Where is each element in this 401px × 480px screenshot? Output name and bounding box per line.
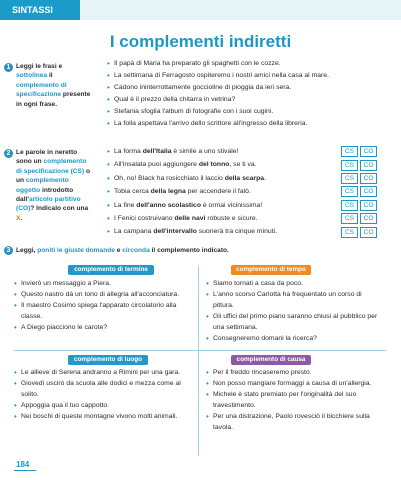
list-item[interactable]: • Il papà di Maria ha preparato gli spaghetti con le cozze. bbox=[107, 58, 329, 70]
list-item[interactable]: • Invierò un messaggio a Piera. bbox=[14, 279, 190, 290]
exercise-2-list bbox=[107, 145, 389, 239]
page-number: 184 bbox=[16, 460, 30, 469]
exercise-2-instruction: Le parole in neretto sono un complemento di specificazione (CS) o un complemento oggetto introdotto dall'articolo partitivo (CO)? Indicalo con una X. bbox=[16, 149, 91, 222]
co-checkbox[interactable]: CO bbox=[360, 200, 377, 211]
exercise-3-instruction: Leggi, poniti le giuste domande e circonda il complemento indicato. bbox=[16, 247, 229, 254]
cs-checkbox[interactable]: CS bbox=[341, 227, 358, 238]
list-item[interactable]: • Michele è stato premiato per l'originalità del suo travestimento. bbox=[206, 390, 382, 412]
label-complemento-tempo: complemento di tempo bbox=[231, 265, 311, 275]
list-item: • La fine dell'anno scolastico è ormai vicinissima! CS CO bbox=[107, 199, 389, 212]
cs-checkbox[interactable]: CS bbox=[341, 200, 358, 211]
label-complemento-causa: complemento di causa bbox=[231, 355, 311, 365]
list-item[interactable]: • Consegneremo domani la ricerca? bbox=[206, 334, 382, 345]
co-checkbox[interactable]: CO bbox=[360, 186, 377, 197]
list-item[interactable]: • La settimana di Ferragosto ospiteremo i nostri amici nella casa al mare. bbox=[107, 70, 329, 82]
box-luogo-list bbox=[14, 368, 190, 423]
co-checkbox[interactable]: CO bbox=[360, 213, 377, 224]
list-item[interactable]: • Per una distrazione, Paolo rovesciò il bicchiere sulla tavola. bbox=[206, 412, 382, 434]
list-item: • Tobia cerca della legna per accendere il falò. CS CO bbox=[107, 185, 389, 198]
cs-checkbox[interactable]: CS bbox=[341, 213, 358, 224]
column-divider bbox=[198, 266, 199, 456]
list-item: • All'insalata puoi aggiungere del tonno, se ti va. CS CO bbox=[107, 158, 389, 171]
list-item[interactable]: • A Diego piacciono le carote? bbox=[14, 323, 190, 334]
list-item[interactable]: • Siamo tornati a casa da poco. bbox=[206, 279, 382, 290]
cs-checkbox[interactable]: CS bbox=[341, 160, 358, 171]
box-causa-list bbox=[206, 368, 382, 433]
list-item[interactable]: • Le allieve di Serena andranno a Rimini per una gara. bbox=[14, 368, 190, 379]
exercise-number-2: 2 bbox=[4, 149, 13, 158]
list-item[interactable]: • Qual è il prezzo della chitarra in vetrina? bbox=[107, 94, 329, 106]
exercise-number-3: 3 bbox=[4, 246, 13, 255]
box-tempo-list bbox=[206, 279, 382, 344]
page-title: I complementi indiretti bbox=[109, 32, 292, 51]
list-item[interactable]: • Per il freddo rincaseremo presto. bbox=[206, 368, 382, 379]
co-checkbox[interactable]: CO bbox=[360, 160, 377, 171]
list-item[interactable]: • Cadono ininterrottamente goccioline di pioggia da ieri sera. bbox=[107, 82, 329, 94]
list-item[interactable]: • Appoggia qua il tuo cappotto. bbox=[14, 401, 190, 412]
exercise-1-list bbox=[107, 58, 329, 130]
list-item[interactable]: • Non posso mangiare formaggi a causa di un'allergia. bbox=[206, 379, 382, 390]
list-item[interactable]: • Questo nastro dà un tono di allegria all'acconciatura. bbox=[14, 290, 190, 301]
list-item[interactable]: • Gli uffici del primo piano saranno chiusi al pubblico per una settimana. bbox=[206, 312, 382, 334]
co-checkbox[interactable]: CO bbox=[360, 227, 377, 238]
label-complemento-termine: complemento di termine bbox=[68, 265, 154, 275]
cs-checkbox[interactable]: CS bbox=[341, 173, 358, 184]
list-item[interactable]: • Il maestro Cosimo spiega l'apparato circolatorio alla classe. bbox=[14, 301, 190, 323]
list-item: • Oh, no! Black ha rosicchiato il laccio della scarpa. CS CO bbox=[107, 172, 389, 185]
list-item: • La campana dell'intervallo suonerà tra cinque minuti. CS CO bbox=[107, 225, 389, 238]
list-item[interactable]: • Giovedì uscirò da scuola alle dodici e mezza come al solito. bbox=[14, 379, 190, 401]
box-termine-list bbox=[14, 279, 190, 334]
cs-checkbox[interactable]: CS bbox=[341, 186, 358, 197]
row-divider bbox=[14, 350, 386, 351]
cs-checkbox[interactable]: CS bbox=[341, 146, 358, 157]
page-number-underline bbox=[14, 470, 36, 471]
list-item: • La forma dell'Italia è simile a uno stivale! CS CO bbox=[107, 145, 389, 158]
list-item[interactable]: • La folla aspettava l'arrivo dello scrittore all'ingresso della libreria. bbox=[107, 118, 329, 130]
co-checkbox[interactable]: CO bbox=[360, 146, 377, 157]
list-item[interactable]: • Nei boschi di queste montagne vivono molti animali. bbox=[14, 412, 190, 423]
section-tag: SINTASSI bbox=[0, 0, 80, 20]
co-checkbox[interactable]: CO bbox=[360, 173, 377, 184]
label-complemento-luogo: complemento di luogo bbox=[68, 355, 148, 365]
list-item: • I Fenici costruivano delle navi robuste e sicure. CS CO bbox=[107, 212, 389, 225]
exercise-number-1: 1 bbox=[4, 63, 13, 72]
exercise-1-instruction: Leggi le frasi e sottolinea il complemento di specificazione presente in ogni frase. bbox=[16, 63, 91, 108]
list-item[interactable]: • L'anno scorso Carlotta ha frequentato un corso di pittura. bbox=[206, 290, 382, 312]
list-item[interactable]: • Stefania sfoglia l'album di fotografie con i suoi cugini. bbox=[107, 106, 329, 118]
